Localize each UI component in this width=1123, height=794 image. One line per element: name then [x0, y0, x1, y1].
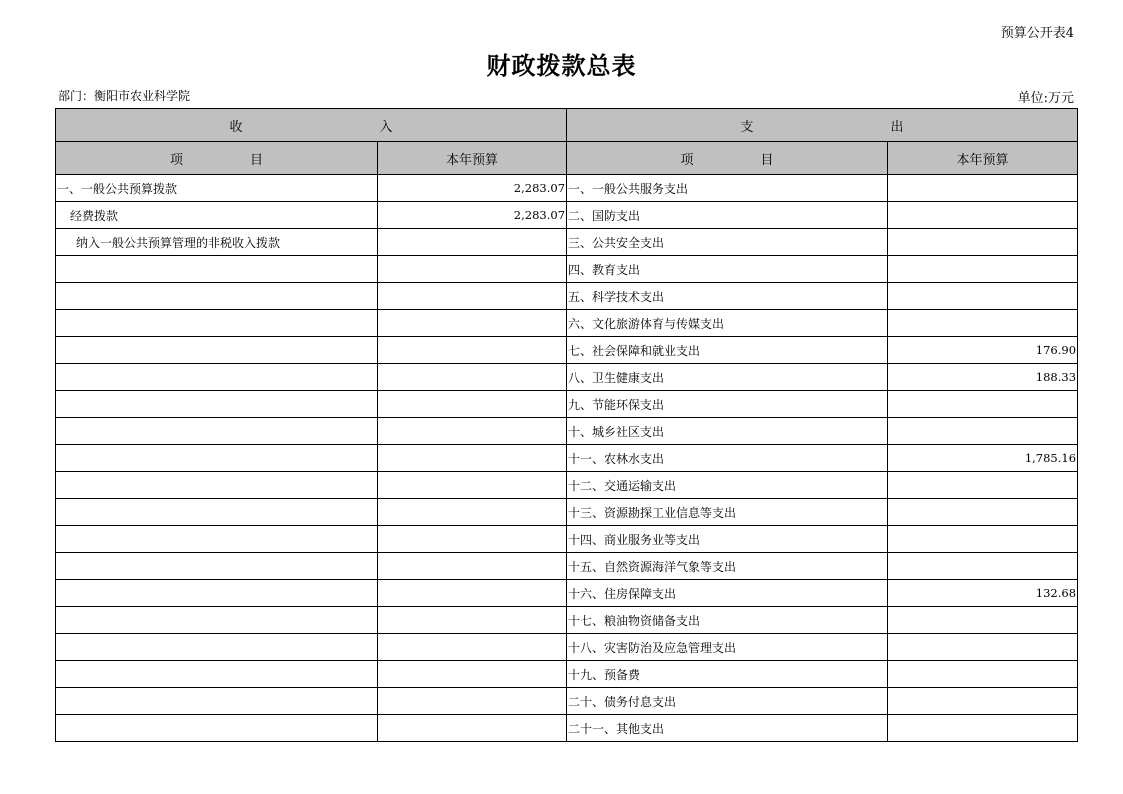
expense-budget-cell [888, 202, 1078, 229]
item-header-char-1: 项 [169, 152, 183, 168]
income-budget-cell [378, 391, 567, 418]
table-row [56, 472, 1078, 499]
item-header-char-2: 目 [760, 152, 774, 168]
income-item-cell: 一、一般公共预算拨款 [56, 175, 378, 202]
income-header-char-2: 入 [379, 119, 393, 135]
income-budget-cell: 2,283.07 [378, 202, 567, 229]
table-row [56, 229, 1078, 256]
table-row [56, 715, 1078, 742]
income-budget-cell: 2,283.07 [378, 175, 567, 202]
expense-budget-cell: 176.90 [888, 337, 1078, 364]
table-row [56, 364, 1078, 391]
income-item-cell [56, 283, 378, 310]
expense-item-cell: 六、文化旅游体育与传媒支出 [567, 310, 888, 337]
income-budget-cell [378, 634, 567, 661]
expense-section-header [567, 109, 1078, 142]
expense-header-char-2: 出 [890, 119, 904, 135]
department-label: 部门：衡阳市农业科学院 [58, 89, 191, 103]
expense-item-cell: 十一、农林水支出 [567, 445, 888, 472]
expense-item-cell: 七、社会保障和就业支出 [567, 337, 888, 364]
income-item-cell [56, 445, 378, 472]
expense-item-header [567, 142, 888, 175]
expense-item-cell: 一、一般公共服务支出 [567, 175, 888, 202]
expense-budget-cell: 1,785.16 [888, 445, 1078, 472]
table-row [56, 175, 1078, 202]
expense-budget-cell [888, 688, 1078, 715]
expense-budget-cell [888, 634, 1078, 661]
expense-budget-cell: 188.33 [888, 364, 1078, 391]
expense-budget-header: 本年预算 [888, 142, 1078, 175]
expense-budget-cell [888, 499, 1078, 526]
income-budget-cell [378, 580, 567, 607]
income-budget-cell [378, 607, 567, 634]
income-budget-cell [378, 310, 567, 337]
income-item-cell [56, 364, 378, 391]
expense-item-cell: 二十、债务付息支出 [567, 688, 888, 715]
expense-header-char-1: 支 [740, 119, 754, 135]
expense-item-cell: 十八、灾害防治及应急管理支出 [567, 634, 888, 661]
expense-budget-cell [888, 310, 1078, 337]
income-item-header [56, 142, 378, 175]
table-row [56, 202, 1078, 229]
table-row [56, 391, 1078, 418]
income-budget-cell [378, 364, 567, 391]
table-row [56, 418, 1078, 445]
table-row [56, 688, 1078, 715]
expense-item-cell: 九、节能环保支出 [567, 391, 888, 418]
expense-budget-cell [888, 283, 1078, 310]
form-number: 预算公开表4 [1000, 26, 1074, 41]
table-row [56, 553, 1078, 580]
income-item-cell [56, 472, 378, 499]
expense-item-cell: 十六、住房保障支出 [567, 580, 888, 607]
column-header-row [56, 142, 1078, 175]
expense-item-cell: 十九、预备费 [567, 661, 888, 688]
appropriation-table [55, 108, 1078, 742]
income-item-cell [56, 661, 378, 688]
income-item-cell: 纳入一般公共预算管理的非税收入拨款 [56, 229, 378, 256]
expense-budget-cell [888, 553, 1078, 580]
expense-budget-cell [888, 472, 1078, 499]
expense-item-cell: 十四、商业服务业等支出 [567, 526, 888, 553]
income-budget-header: 本年预算 [378, 142, 567, 175]
table-row [56, 607, 1078, 634]
income-header-char-1: 收 [229, 119, 243, 135]
table-row [56, 634, 1078, 661]
income-budget-cell [378, 499, 567, 526]
expense-item-cell: 十七、粮油物资储备支出 [567, 607, 888, 634]
income-item-cell [56, 310, 378, 337]
income-section-header [56, 109, 567, 142]
expense-budget-cell [888, 661, 1078, 688]
table-row [56, 661, 1078, 688]
income-item-cell [56, 715, 378, 742]
expense-item-cell: 二、国防支出 [567, 202, 888, 229]
income-budget-cell [378, 472, 567, 499]
expense-item-cell: 四、教育支出 [567, 256, 888, 283]
expense-item-cell: 十五、自然资源海洋气象等支出 [567, 553, 888, 580]
income-budget-cell [378, 283, 567, 310]
expense-budget-cell [888, 175, 1078, 202]
expense-item-cell: 十三、资源勘探工业信息等支出 [567, 499, 888, 526]
table-row [56, 445, 1078, 472]
income-item-cell [56, 553, 378, 580]
income-item-cell [56, 526, 378, 553]
expense-budget-cell [888, 418, 1078, 445]
income-item-cell [56, 337, 378, 364]
unit-label: 单位:万元 [1017, 91, 1074, 106]
table-row [56, 580, 1078, 607]
income-item-cell [56, 418, 378, 445]
income-item-cell [56, 580, 378, 607]
table-row [56, 526, 1078, 553]
income-budget-cell [378, 526, 567, 553]
income-item-cell [56, 499, 378, 526]
page-title: 财政拨款总表 [486, 51, 637, 80]
table-row [56, 310, 1078, 337]
item-header-char-2: 目 [249, 152, 263, 168]
expense-budget-cell [888, 715, 1078, 742]
income-budget-cell [378, 256, 567, 283]
expense-item-cell: 二十一、其他支出 [567, 715, 888, 742]
income-budget-cell [378, 661, 567, 688]
income-budget-cell [378, 715, 567, 742]
expense-item-cell: 三、公共安全支出 [567, 229, 888, 256]
expense-budget-cell [888, 607, 1078, 634]
table-row [56, 283, 1078, 310]
income-item-cell [56, 634, 378, 661]
income-item-cell [56, 607, 378, 634]
expense-budget-cell [888, 391, 1078, 418]
income-budget-cell [378, 688, 567, 715]
expense-item-cell: 十、城乡社区支出 [567, 418, 888, 445]
expense-item-cell: 八、卫生健康支出 [567, 364, 888, 391]
income-budget-cell [378, 229, 567, 256]
expense-item-cell: 五、科学技术支出 [567, 283, 888, 310]
expense-item-cell: 十二、交通运输支出 [567, 472, 888, 499]
income-budget-cell [378, 445, 567, 472]
income-item-cell: 经费拨款 [56, 202, 378, 229]
income-budget-cell [378, 337, 567, 364]
expense-budget-cell [888, 526, 1078, 553]
expense-budget-cell [888, 256, 1078, 283]
income-budget-cell [378, 418, 567, 445]
expense-budget-cell: 132.68 [888, 580, 1078, 607]
section-header-row [56, 109, 1078, 142]
income-item-cell [56, 256, 378, 283]
income-budget-cell [378, 553, 567, 580]
item-header-char-1: 项 [680, 152, 694, 168]
income-item-cell [56, 688, 378, 715]
table-row [56, 499, 1078, 526]
income-item-cell [56, 391, 378, 418]
table-row [56, 337, 1078, 364]
expense-budget-cell [888, 229, 1078, 256]
table-row [56, 256, 1078, 283]
